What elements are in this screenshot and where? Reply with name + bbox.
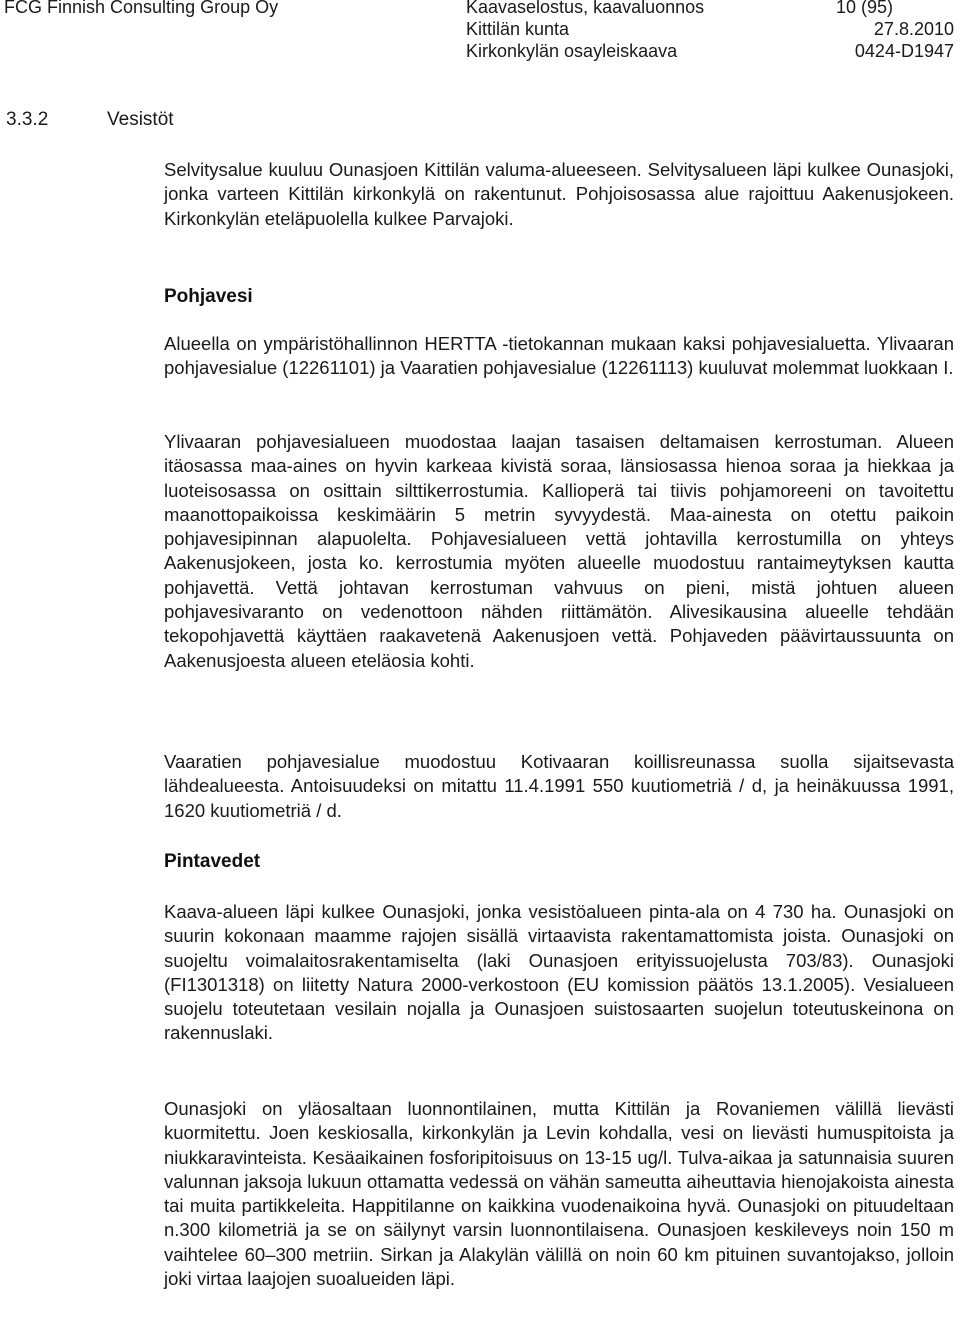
header-plan: Kirkonkylän osayleiskaava xyxy=(466,41,678,61)
header-right xyxy=(836,0,954,62)
pintavedet-p1-block xyxy=(164,900,954,1046)
pintavedet-paragraph-1: Kaava-alueen läpi kulkee Ounasjoki, jonka vesistöalueen pinta-ala on 4 730 ha. Ounasjoki on suurin kokonaan maamme rajojen sisällä virtaavista rakentamattomista joista. Ounasjoki on suojeltu voimalaitosrakentamiselta (laki Ounasjoen erityissuojelusta 703/83). Ounasjoki (FI1301318) on liitetty Natura 2000-verkostoon (EU komission päätös 13.1.2005). Vesialueen suojelu toteutetaan vesilain nojalla ja Ounasjoen suistosaarten suojelun toteutuskeinona on rakennuslaki. xyxy=(164,901,954,1044)
pohjavesi-p2-block xyxy=(164,430,954,673)
intro-paragraph-block xyxy=(164,158,954,231)
header-page-number: 10 (95) xyxy=(836,0,894,17)
header-middle xyxy=(466,0,704,62)
pohjavesi-paragraph-1: Alueella on ympäristöhallinnon HERTTA -tietokannan mukaan kaksi pohjavesialuetta. Ylivaaran pohjavesialue (12261101) ja Vaaratien pohjavesialue (12261113) kuuluvat molemmat luokkaan I. xyxy=(164,333,954,379)
pohjavesi-p3-block xyxy=(164,750,954,823)
header-municipality: Kittilän kunta xyxy=(466,19,570,39)
pohjavesi-heading: Pohjavesi xyxy=(164,286,253,307)
pintavedet-p2-block xyxy=(164,1097,954,1291)
header-company: FCG Finnish Consulting Group Oy xyxy=(4,0,279,17)
pintavedet-heading-block xyxy=(164,850,954,874)
header-left xyxy=(4,0,278,18)
pohjavesi-p1-block xyxy=(164,332,954,381)
pintavedet-heading: Pintavedet xyxy=(164,851,261,872)
pintavedet-paragraph-2: Ounasjoki on yläosaltaan luonnontilainen, mutta Kittilän ja Rovaniemen välillä lievästi kuormitettu. Joen keskiosalla, kirkonkylän ja Levin kohdalla, vesi on lievästi humuspitoista ja niukkaravinteista. Kesäaikainen fosforipitoisuus on 13-15 ug/l. Tulva-aikaa ja satunnaisia suuren valunnan jaksoja lukuun ottamatta vedessä on vähän sameutta aiheuttavia hienojakoista ainesta tai muita partikkeleita. Happitilanne on kaikkina vuodenaikoina hyvä. Ounasjoki on pituudeltaan n.300 kilometriä ja se on säilynyt varsin luonnontilaisena. Ounasjoen keskileveys noin 150 m vaihtelee 60–300 metriin. Sirkan ja Alakylän välillä on noin 60 km pituinen suvantojakso, jolloin joki virtaa laajojen suoalueiden läpi. xyxy=(164,1098,954,1290)
pohjavesi-heading-block xyxy=(164,285,954,309)
pohjavesi-paragraph-2: Ylivaaran pohjavesialueen muodostaa laajan tasaisen deltamaisen kerrostuman. Alueen itäosassa maa-aines on hyvin karkeaa kivistä soraa, länsiosassa hienoa soraa ja hiekkaa ja luoteisosassa on osittain silttikerrostumia. Kallioperä tai tiivis pohjamoreeni on tavoitettu maanottopaikoissa keskimäärin 5 metrin syvyydestä. Maa-ainesta on otettu paikoin pohjavesipinnan alapuolelta. Pohjavesialueen vettä johtavilla kerrostumilla on yhteys Aakenusjokeen, josta ko. kerrostumia myöten alueelle muodostuu rantaimeytyksen kautta pohjavettä. Vettä johtavan kerrostuman vahvuus on pieni, mistä johtuen alueen pohjavesivaranto on vedenottoon nähden riittämätön. Alivesikausina alueelle tehdään tekopohjavettä käyttäen raakavetenä Aakenusjoen vettä. Pohjaveden päävirtaussuunta on Aakenusjoesta alueen eteläosia kohti. xyxy=(164,431,954,671)
section-number: 3.3.2 xyxy=(6,109,49,130)
header-date: 27.8.2010 xyxy=(873,19,954,39)
intro-paragraph: Selvitysalue kuuluu Ounasjoen Kittilän valuma-alueeseen. Selvitysalueen läpi kulkee Ounasjoki, jonka varteen Kittilän kirkonkylä on rakentunut. Pohjoisosassa alue rajoittuu Aakenusjokeen. Kirkonkylän eteläpuolella kulkee Parvajoki. xyxy=(164,159,954,229)
section-title: Vesistöt xyxy=(107,109,174,130)
header-doc-type: Kaavaselostus, kaavaluonnos xyxy=(466,0,705,17)
pohjavesi-paragraph-3: Vaaratien pohjavesialue muodostuu Kotivaaran koillisreunassa suolla sijaitsevasta lähdealueesta. Antoisuudeksi on mitattu 11.4.1991 550 kuutiometriä / d, ja heinäkuussa 1991, 1620 kuutiometriä / d. xyxy=(164,751,954,821)
header-code: 0424-D1947 xyxy=(854,41,954,61)
